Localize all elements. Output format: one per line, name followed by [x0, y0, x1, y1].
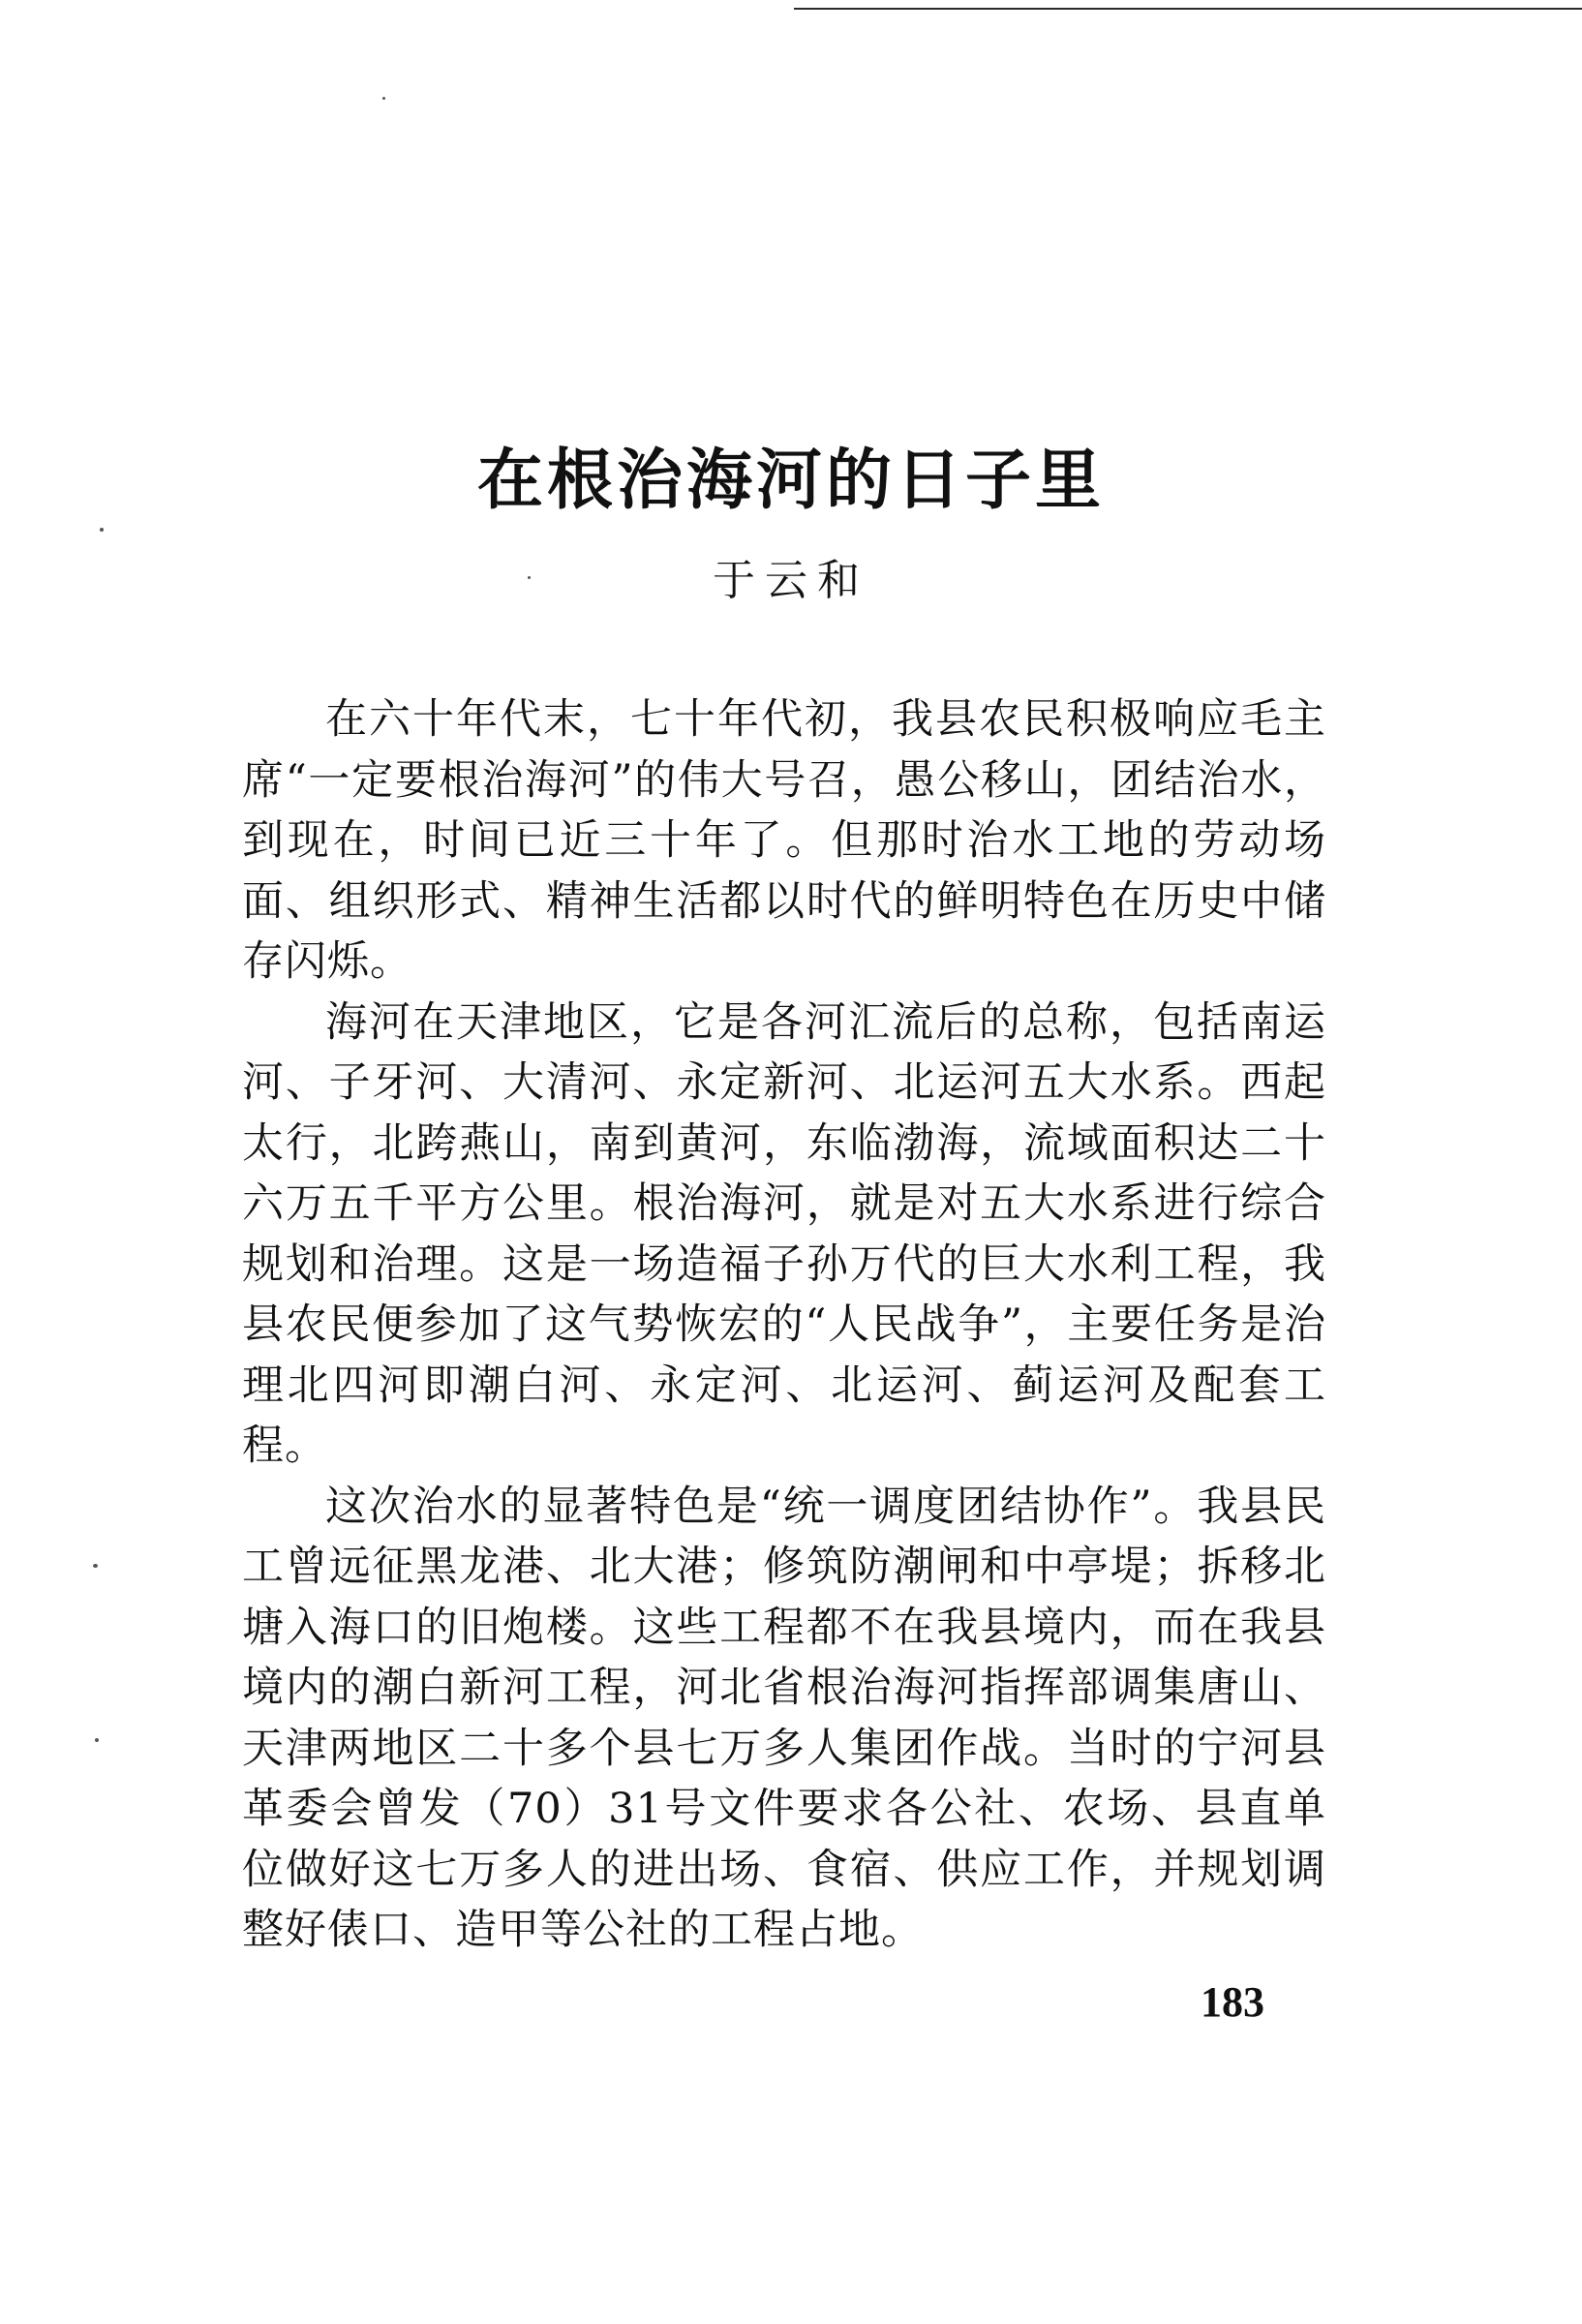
top-border-line [794, 8, 1582, 10]
article-title: 在根治海河的日子里 [476, 441, 1105, 519]
paragraph-1: 在六十年代末，七十年代初，我县农民积极响应毛主席“一定要根治海河”的伟大号召，愚公移山，团结治水，到现在，时间已近三十年了。但那时治水工地的劳动场面、组织形式、精神生活都以时代的鲜明特色在历史中储存闪烁。 [242, 695, 1326, 986]
page-number: 183 [1201, 1978, 1264, 2026]
paragraph-2: 海河在天津地区，它是各河汇流后的总称，包括南运河、子牙河、大清河、永定新河、北运河五大水系。西起太行，北跨燕山，南到黄河，东临渤海，流域面积达二十六万五千平方公里。根治海河，就是对五大水系进行综合规划和治理。这是一场造福子孙万代的巨大水利工程，我县农民便参加了这气势恢宏的“人民战争”，主要任务是治理北四河即潮白河、永定河、北运河、蓟运河及配套工程。 [242, 997, 1326, 1470]
scan-speck [100, 528, 104, 532]
scan-speck [93, 1564, 98, 1568]
scan-speck [382, 97, 385, 100]
paragraph-3: 这次治水的显著特色是“统一调度团结协作”。我县民工曾远征黑龙港、北大港；修筑防潮闸和中亭堤；拆移北塘入海口的旧炮楼。这些工程都不在我县境内，而在我县境内的潮白新河工程，河北省根治海河指挥部调集唐山、天津两地区二十多个县七万多人集团作战。当时的宁河县革委会曾发（70）31号文件要求各公社、农场、县直单位做好这七万多人的进出场、食宿、供应工作，并规划调整好俵口、造甲等公社的工程占地。 [242, 1482, 1326, 1954]
scan-speck [528, 576, 531, 579]
scan-speck [95, 1738, 99, 1742]
author-name: 于云和 [713, 556, 869, 605]
article-body [242, 689, 1326, 1961]
